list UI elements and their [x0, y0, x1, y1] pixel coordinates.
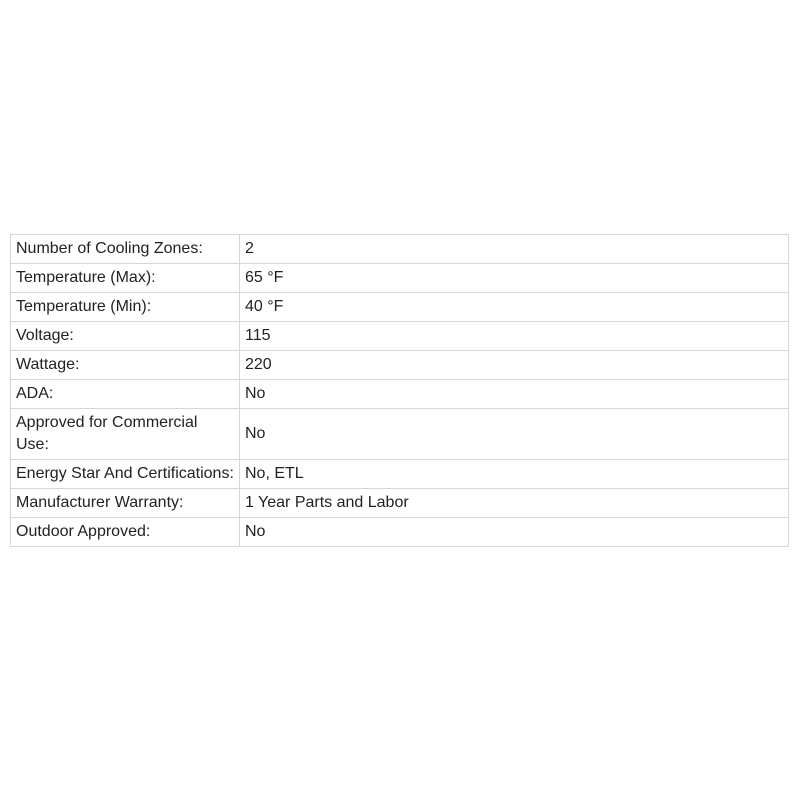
spec-row-temperature-max — [11, 264, 789, 293]
spec-label: Outdoor Approved: — [11, 518, 240, 547]
spec-label: Temperature (Max): — [11, 264, 240, 293]
spec-value: 65 °F — [240, 264, 789, 293]
spec-value: 2 — [240, 235, 789, 264]
specifications-table — [10, 234, 789, 547]
spec-value: No — [240, 518, 789, 547]
spec-value: 40 °F — [240, 293, 789, 322]
spec-value: No, ETL — [240, 460, 789, 489]
spec-label: Energy Star And Certifications: — [11, 460, 240, 489]
spec-row-wattage — [11, 351, 789, 380]
spec-label: Number of Cooling Zones: — [11, 235, 240, 264]
spec-row-voltage — [11, 322, 789, 351]
spec-label: Wattage: — [11, 351, 240, 380]
spec-value: 115 — [240, 322, 789, 351]
spec-label: Manufacturer Warranty: — [11, 489, 240, 518]
spec-row-ada — [11, 380, 789, 409]
spec-row-commercial-use — [11, 409, 789, 460]
spec-row-outdoor-approved — [11, 518, 789, 547]
spec-value: No — [240, 380, 789, 409]
spec-row-temperature-min — [11, 293, 789, 322]
spec-label: Temperature (Min): — [11, 293, 240, 322]
spec-row-cooling-zones — [11, 235, 789, 264]
spec-label: ADA: — [11, 380, 240, 409]
spec-row-warranty — [11, 489, 789, 518]
spec-value: No — [240, 409, 789, 460]
spec-label: Approved for Commercial Use: — [11, 409, 240, 460]
spec-row-energy-star — [11, 460, 789, 489]
spec-label: Voltage: — [11, 322, 240, 351]
spec-value: 220 — [240, 351, 789, 380]
spec-value: 1 Year Parts and Labor — [240, 489, 789, 518]
